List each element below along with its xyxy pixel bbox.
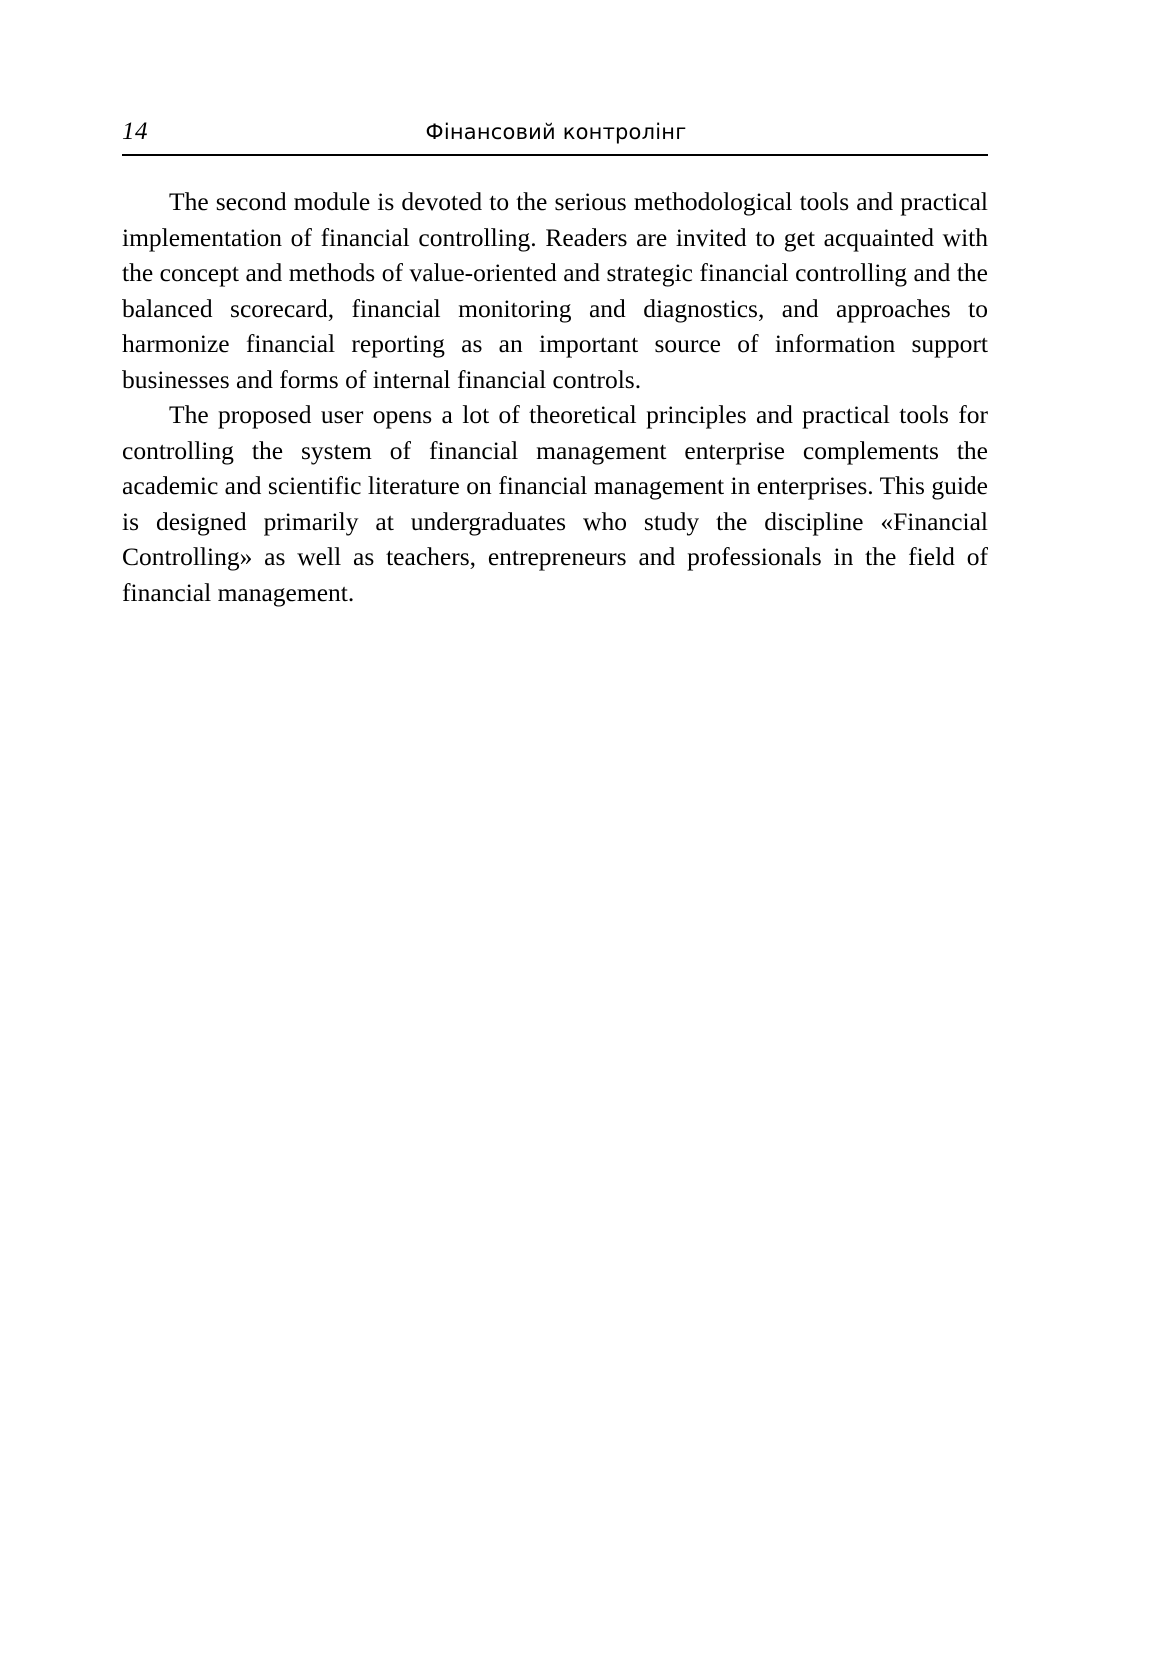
paragraph-1: The second module is devoted to the serious methodological tools and practical implementation of financial controlling. Readers are invited to get acquainted with the concept and methods of value-oriented and strategic financial controlling and the balanced scorecard, financial monitoring and diagnostics, and approaches to harmonize financial reporting as an important source of information support businesses and forms of internal financial controls. <box>122 187 988 394</box>
header-row <box>122 118 988 152</box>
page-header <box>122 118 988 158</box>
page-content <box>122 118 988 610</box>
body-text <box>122 184 988 610</box>
paragraph-2: The proposed user opens a lot of theoretical principles and practical tools for controlling the system of financial management enterprise complements the academic and scientific literature on financial management in enterprises. This guide is designed primarily at undergraduates who study the discipline «Financial Controlling» as well as teachers, entrepreneurs and professionals in the field of financial management. <box>122 400 988 607</box>
running-title: Фінансовий контролінг <box>425 120 687 144</box>
header-divider <box>122 154 988 156</box>
page-number: 14 <box>122 118 148 145</box>
